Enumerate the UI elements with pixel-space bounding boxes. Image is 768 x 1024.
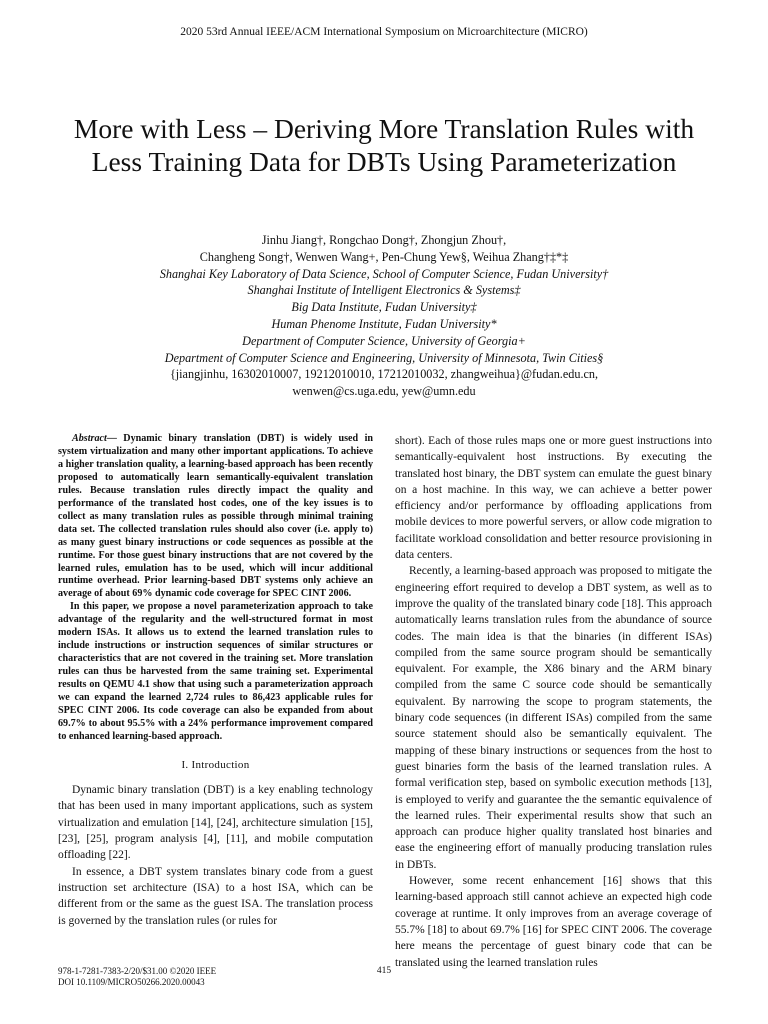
right-column: [395, 433, 712, 971]
affiliation: Shanghai Institute of Intelligent Electronics & Systems‡: [247, 283, 521, 298]
doi-line: DOI 10.1109/MICRO50266.2020.00043: [58, 977, 205, 987]
abstract-paragraph-2: In this paper, we propose a novel parameterization approach to take advantage of the regularity and the well-structured format in most modern ISAs. It allows us to extend the learned translation rules to include instructions or instruction sequences of similar structures or characteristics that are not covered in the training set. More translation rules can thus be harvested from the same training set. Experimental results on QEMU 4.1 show that using such a parameterization approach we can expand the learned 2,724 rules to 86,423 applicable rules for SPEC CINT 2006. Its code coverage can also be expanded from about 69.7% to about 95.5% with a 24% performance improvement compared to enhanced learning-based approach.: [58, 601, 373, 742]
affiliation: Department of Computer Science and Engineering, University of Minnesota, Twin Cities§: [164, 350, 604, 365]
page-number: 415: [376, 966, 392, 976]
abstract-paragraph-1: [58, 433, 373, 601]
abstract: [58, 433, 373, 744]
intro-body: [58, 782, 373, 929]
affiliation: Big Data Institute, Fudan University‡: [291, 300, 477, 315]
conference-header: 2020 53rd Annual IEEE/ACM International Symposium on Microarchitecture (MICRO): [180, 26, 588, 38]
author-block: [80, 232, 688, 400]
authors-line-1: Jinhu Jiang†, Rongchao Dong†, Zhongjun Zhou†,: [261, 233, 507, 247]
intro-paragraph-2: In essence, a DBT system translates binary code from a guest instruction set architecture (ISA) to a host ISA, which can be different from or the same as the guest ISA. The translation process is governed by the translation rules (or rules for: [58, 865, 373, 927]
right-paragraph-2: Recently, a learning-based approach was proposed to mitigate the engineering effort required to develop a DBT system, as well as to improve the quality of the translated binary code [18]. This approach automatically learns translation rules from the abundance of source codes. The main idea is that the binaries (in different ISAs) compiled from the same source program should be semantically equivalent. For example, the X86 binary and the ARM binary compiled from the same C source code should be semantically equivalent. By narrowing the scope to program statements, the binary code sequences (in different ISAs) compiled from the same source statement should also be semantically equivalent. The mapping of these binary instructions or sequences from the host to guest binaries form the basis of the learned translation rules. A formal verification step, based on symbolic execution methods [13], is employed to verify and guarantee the the semantic equivalence of the learned rules. Their experimental results show that such an approach can produce higher quality translated host binaries and ease the engineering effort of manually producing translation rules in DBTs.: [395, 565, 712, 871]
affiliation: Shanghai Key Laboratory of Data Science, School of Computer Science, Fudan University†: [159, 266, 609, 281]
abstract-label: Abstract: [72, 433, 107, 444]
intro-paragraph-1: Dynamic binary translation (DBT) is a key enabling technology that has been used in many important applications, such as system virtualization and emulation [14], [24], architecture simulation [15], [23], [25], program analysis [4], [11], and mobile computation offloading [22].: [58, 784, 373, 862]
abstract-text-1: — Dynamic binary translation (DBT) is widely used in system virtualization and many other important applications. To achieve a higher translation quality, a learning-based approach has been recently proposed to automatically learn semantically-equivalent translation rules. Because translation rules directly impact the quality and performance of the translated host codes, one of the key issues is to collect as many translation rules as possible through minimal training data set. The collected translation rules should also cover (i.e. apply to) as many guest binary instructions or code sequences as possible at the runtime. For those guest binary instructions that are not covered by the learned rules, emulation has to be used, which will incur additional runtime overhead. Prior learning-based DBT systems only achieve an average of about 69% dynamic code coverage for SPEC CINT 2006.: [58, 433, 373, 600]
email-line-2: wenwen@cs.uga.edu, yew@umn.edu: [292, 384, 476, 399]
left-column: [58, 433, 373, 929]
paper-title: More with Less – Deriving More Translation Rules with Less Training Data for DBTs Using Parameterization: [73, 113, 695, 177]
authors-line-2: Changheng Song†, Wenwen Wang+, Pen-Chung Yew§, Weihua Zhang†‡*‡: [199, 249, 569, 264]
email-line-1: {jiangjinhu, 16302010007, 19212010010, 17212010032, zhangweihua}@fudan.edu.cn,: [169, 367, 599, 382]
right-paragraph-3: However, some recent enhancement [16] shows that this learning-based approach still cannot achieve an expected high code coverage at runtime. It only improves from an average coverage of 55.7% [18] to about 69.7% [16] for SPEC CINT 2006. The coverage here means the percentage of guest binary code that can be translated using the learned translation rules: [395, 875, 712, 969]
isbn-line: 978-1-7281-7383-2/20/$31.00 ©2020 IEEE: [58, 966, 217, 976]
section-heading-introduction: I. Introduction: [181, 758, 250, 771]
affiliation: Human Phenome Institute, Fudan University*: [271, 316, 497, 331]
affiliation: Department of Computer Science, University of Georgia+: [242, 333, 526, 348]
right-paragraph-1: short). Each of those rules maps one or more guest instructions into semantically-equivalent host instructions. By executing the translated host binary, the DBT system can emulate the guest binary on a host machine. In this way, we can achieve a better power efficiency and/or performance by offloading applications from mobile devices to more powerful servers, or allow code migration to facilitate workload consolidation and better resource provisioning in data centers.: [395, 435, 712, 562]
